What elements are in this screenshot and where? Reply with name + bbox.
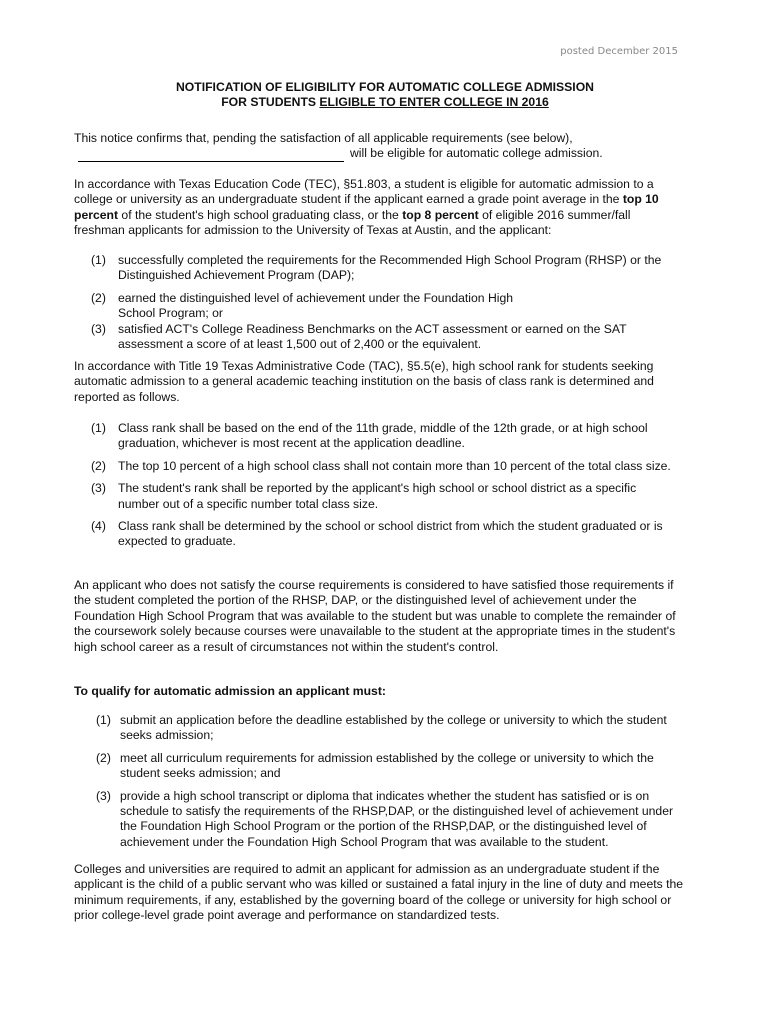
list-item-text: satisfied ACT's College Readiness Benchmarks on the ACT assessment or earned on the SAT assessment a score of at least 1,500 out of 2,400 or the equivalent.	[118, 321, 627, 352]
qualify-heading	[74, 684, 684, 699]
list-item	[96, 713, 686, 744]
list-item	[74, 291, 674, 322]
title-line-1: NOTIFICATION OF ELIGIBILITY FOR AUTOMATIC COLLEGE ADMISSION	[176, 80, 594, 94]
list-item-text: Class rank shall be based on the end of the 11th grade, middle of the 12th grade, or at high school graduation, whichever is most recent at the application deadline.	[118, 421, 648, 451]
tec-part-2: of the student's high school graduating class, or the	[118, 207, 403, 222]
list-item-text: earned the distinguished level of achievement under the Foundation High School Program; or	[118, 290, 514, 321]
tac-paragraph	[74, 359, 684, 405]
tec-part-3: of eligible 2016 summer/fall freshman applicants for admission to the University of Texas at Austin, and the applicant:	[74, 207, 631, 238]
applicant-text: An applicant who does not satisfy the course requirements is considered to have satisfied those requirements if the student completed the portion of the RHSP, DAP, or the distinguished level of achievement under the Foundation High School Program that was available to the student but was unable to complete the remainder of the coursework solely because courses were unavailable to the student at the appropriate times in the student's high school career as a result of circumstances not within the student's control.	[74, 578, 676, 654]
closing-text: Colleges and universities are required to admit an applicant for admission as an undergraduate student if the applicant is the child of a public servant who was killed or sustained a fatal injury in the line of duty and meets the minimum requirements, if any, established by the governing board of the college or university for high school or prior college-level grade point average and performance on standardized tests.	[74, 862, 684, 923]
list-item-text: provide a high school transcript or diploma that indicates whether the student has satisfied or is on schedule to satisfy the requirements of the RHSP,DAP, or the distinguished level of achievement under the Foundation High School Program or the portion of the RHSP,DAP, or the distinguished level of achievement under the Foundation High School Program that was available to the student.	[120, 788, 674, 849]
tac-text: In accordance with Title 19 Texas Administrative Code (TAC), §5.5(e), high school rank for students seeking automatic admission to a general academic teaching institution on the basis of class rank is determined and reported as follows.	[74, 359, 654, 404]
closing-paragraph	[74, 862, 684, 924]
tac-list	[74, 421, 674, 550]
document-title	[0, 80, 770, 110]
intro-line-2	[74, 146, 684, 161]
list-item	[74, 459, 674, 474]
tec-bold-1: top 10 percent	[74, 192, 659, 222]
list-item-number: (4)	[91, 519, 106, 534]
list-item-text: The student's rank shall be reported by the applicant's high school or school district as a specific number out of a specific number total class size.	[118, 481, 637, 511]
list-item-text: meet all curriculum requirements for admission established by the college or university to which the student seeks admission; and	[120, 750, 654, 781]
list-item-number: (2)	[91, 290, 106, 305]
list-item-number: (3)	[96, 788, 111, 803]
list-item-text: successfully completed the requirements for the Recommended High School Program (RHSP) or the Distinguished Achievement Program (DAP);	[118, 253, 662, 283]
title-line-2	[0, 95, 770, 110]
list-item-number: (1)	[91, 253, 106, 267]
tec-list	[74, 253, 674, 352]
qualify-heading-text: To qualify for automatic admission an applicant must:	[74, 684, 386, 698]
posted-date: posted December 2015	[560, 46, 678, 57]
tec-part-1: In accordance with Texas Education Code (TEC), §51.803, a student is eligible for automatic admission to a college or university as an undergraduate student if the applicant earned a grade point average in the	[74, 177, 654, 207]
tec-bold-2: top 8 percent	[402, 207, 479, 222]
list-item-number: (3)	[91, 481, 106, 496]
intro-paragraph	[74, 131, 684, 162]
list-item	[74, 481, 674, 512]
applicant-paragraph	[74, 578, 684, 655]
list-item-number: (3)	[91, 321, 106, 336]
intro-line-1: This notice confirms that, pending the satisfaction of all applicable requirements (see below),	[74, 131, 573, 145]
list-item-text: Class rank shall be determined by the school or school district from which the student graduated or is expected to graduate.	[118, 519, 663, 549]
list-item-number: (1)	[96, 713, 111, 727]
intro-line-2-text: will be eligible for automatic college admission.	[350, 146, 603, 161]
qualify-list	[96, 713, 686, 850]
title-line-2-underlined: ELIGIBLE TO ENTER COLLEGE IN 2016	[319, 95, 549, 109]
list-item-number: (2)	[96, 750, 111, 765]
list-item	[74, 322, 674, 353]
list-item	[74, 253, 674, 284]
list-item-number: (1)	[91, 421, 106, 435]
student-name-blank	[78, 149, 344, 162]
list-item	[96, 751, 686, 782]
list-item	[96, 789, 686, 851]
list-item-text: submit an application before the deadline established by the college or university to which the student seeks admission;	[120, 713, 667, 743]
title-line-2-prefix: FOR STUDENTS	[221, 95, 320, 109]
tec-paragraph	[74, 177, 684, 239]
list-item	[74, 421, 674, 452]
list-item	[74, 519, 674, 550]
list-item-text: The top 10 percent of a high school class shall not contain more than 10 percent of the total class size.	[118, 458, 671, 473]
list-item-number: (2)	[91, 458, 106, 473]
